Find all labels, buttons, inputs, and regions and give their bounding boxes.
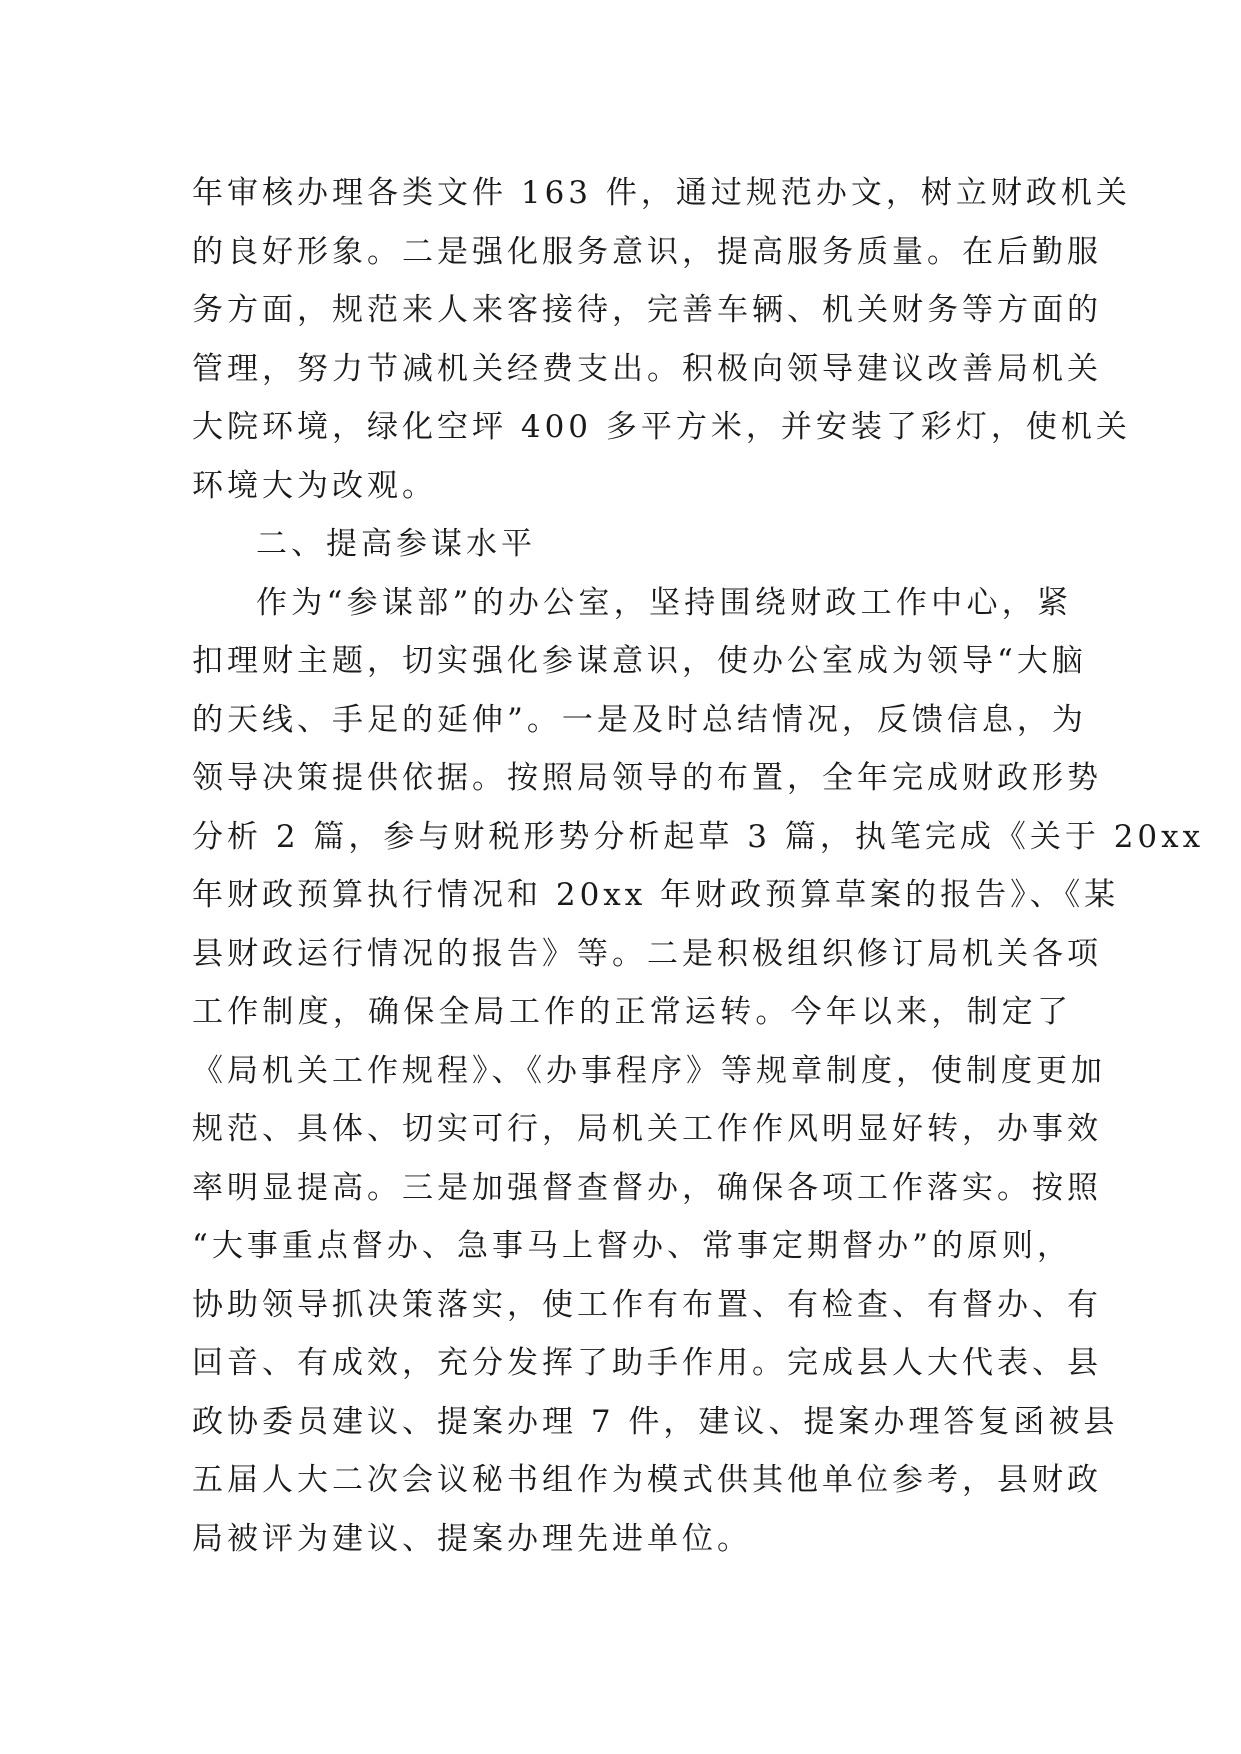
body-line: 率明显提高。三是加强督查督办，确保各项工作落实。按照: [192, 1169, 1102, 1206]
body-line: 的良好形象。二是强化服务意识，提高服务质量。在后勤服: [192, 233, 1102, 270]
body-line: 五届人大二次会议秘书组作为模式供其他单位参考，县财政: [192, 1462, 1102, 1498]
section-heading: 二、提高参谋水平: [256, 526, 536, 562]
body-line: 规范、具体、切实可行，局机关工作作风明显好转，办事效: [192, 1111, 1102, 1147]
body-line: 管理，努力节减机关经费支出。积极向领导建议改善局机关: [192, 350, 1102, 387]
body-line: 年审核办理各类文件 163 件，通过规范办文，树立财政机关: [192, 175, 1131, 211]
body-line: 分析 2 篇，参与财税形势分析起草 3 篇，执笔完成《关于 20xx: [192, 818, 1205, 855]
body-line: 年财政预算执行情况和 20xx 年财政预算草案的报告》、《某: [192, 877, 1120, 913]
body-line: 协助领导抓决策落实，使工作有布置、有检查、有督办、有: [192, 1286, 1102, 1323]
body-line: 环境大为改观。: [192, 467, 437, 504]
body-line: 的天线、手足的延伸”。一是及时总结情况，反馈信息，为: [192, 701, 1087, 738]
body-line: 务方面，规范来人来客接待，完善车辆、机关财务等方面的: [192, 292, 1102, 328]
body-line: “大事重点督办、急事马上督办、常事定期督办”的原则，: [192, 1228, 1072, 1264]
body-line: 县财政运行情况的报告》等。二是积极组织修订局机关各项: [192, 935, 1102, 972]
body-line: 政协委员建议、提案办理 7 件，建议、提案办理答复函被县: [192, 1403, 1119, 1440]
body-line: 领导决策提供依据。按照局领导的布置，全年完成财政形势: [192, 760, 1102, 796]
body-line: 大院环境，绿化空坪 400 多平方米，并安装了彩灯，使机关: [192, 409, 1131, 445]
body-line: 作为“参谋部”的办公室，坚持围绕财政工作中心，紧: [256, 584, 1072, 621]
body-line: 工作制度，确保全局工作的正常运转。今年以来，制定了: [192, 994, 1072, 1030]
document-body: [192, 164, 1205, 1568]
body-line: 扣理财主题，切实强化参谋意识，使办公室成为领导“大脑: [192, 643, 1087, 679]
body-line: 局被评为建议、提案办理先进单位。: [192, 1520, 752, 1557]
body-line: 《局机关工作规程》、《办事程序》等规章制度，使制度更加: [192, 1052, 1106, 1089]
body-line: 回音、有成效，充分发挥了助手作用。完成县人大代表、县: [192, 1345, 1102, 1381]
